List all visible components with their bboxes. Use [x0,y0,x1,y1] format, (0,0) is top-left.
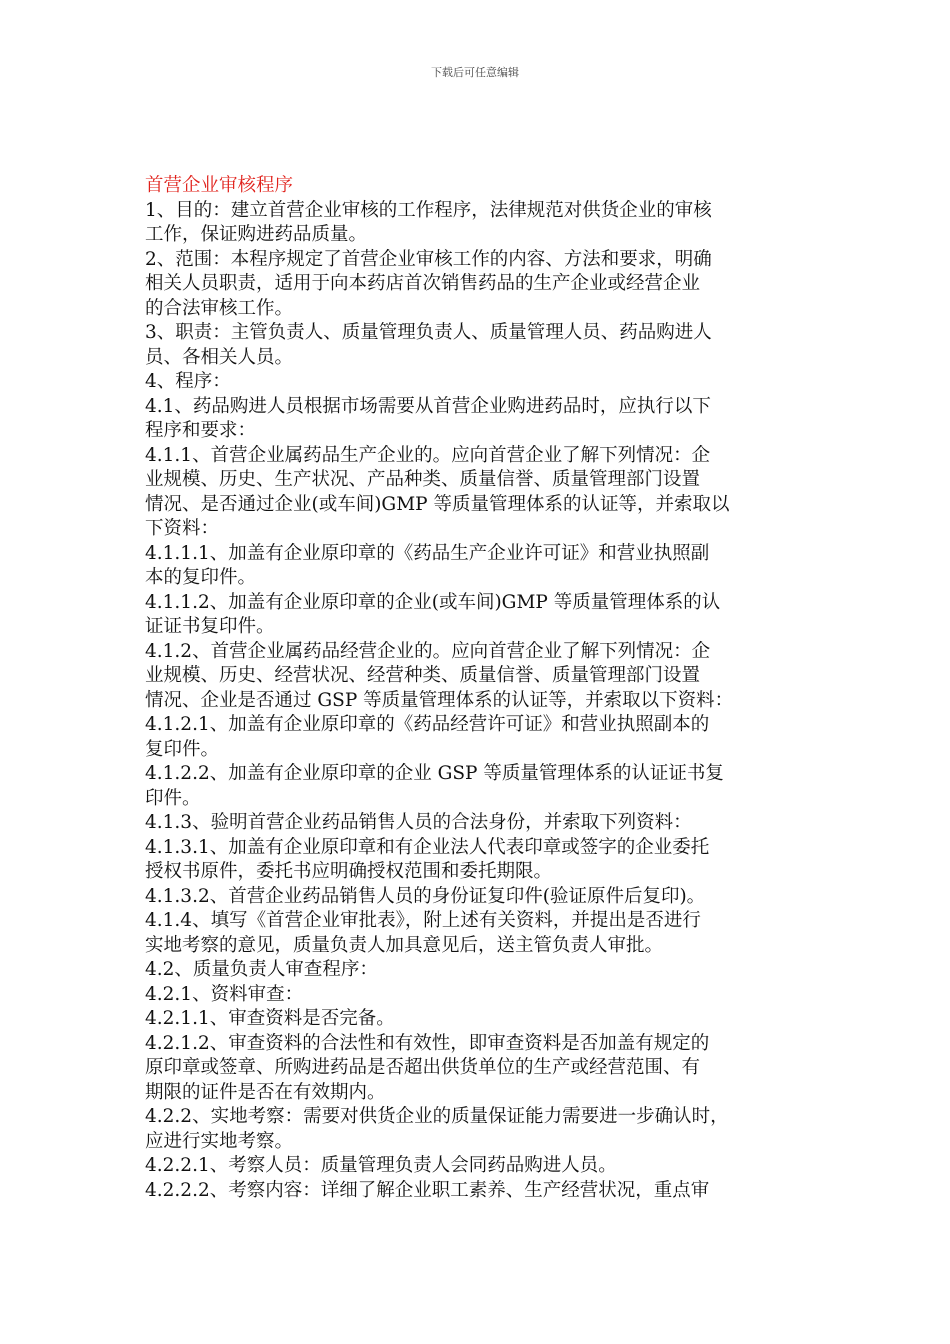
text-line: 期限的证件是否在有效期内。 [145,1081,386,1103]
text-line: 实地考察的意见，质量负责人加具意见后，送主管负责人审批。 [145,934,664,956]
text-line: 程序和要求： [145,420,257,441]
text-line: 业规模、历史、经营状况、经营种类、质量信誉、质量管理部门设置 [145,665,701,686]
text-line: 情况、企业是否通过 GSP 等质量管理体系的认证等，并索取以下资料： [145,689,734,711]
text-line: 4.1.1.2、加盖有企业原印章的企业(或车间)GMP 等质量管理体系的认 [145,591,721,613]
text-line: 4.1.4、填写《首营企业审批表》，附上述有关资料，并提出是否进行 [145,910,701,931]
text-line: 4.2.1.1、审查资料是否完备。 [145,1008,395,1029]
text-line: 4.1.3.1、加盖有企业原印章和有企业法人代表印章或签字的企业委托 [145,836,710,858]
text-line: 1、目的：建立首营企业审核的工作程序，法律规范对供货企业的审核 [145,199,712,221]
text-line: 4.2、质量负责人审查程序： [145,959,378,980]
text-line: 4.1.2、首营企业属药品经营企业的。应向首营企业了解下列情况：企 [145,640,711,662]
text-line: 授权书原件，委托书应明确授权范围和委托期限。 [145,861,553,882]
text-line: 4.2.1、资料审查： [145,983,304,1005]
text-line: 证证书复印件。 [145,616,275,637]
header-note: 下载后可任意编辑 [431,66,519,79]
text-line: 工作，保证购进药品质量。 [145,224,368,245]
text-line: 本的复印件。 [145,567,257,588]
text-line: 4.1、药品购进人员根据市场需要从首营企业购进药品时，应执行以下 [145,395,711,417]
text-line: 业规模、历史、生产状况、产品种类、质量信誉、质量管理部门设置 [145,469,701,490]
text-line: 4.1.3、验明首营企业药品销售人员的合法身份，并索取下列资料： [145,812,692,833]
text-line: 的合法审核工作。 [145,297,294,319]
text-line: 4、程序： [145,371,231,392]
text-line: 3、职责：主管负责人、质量管理负责人、质量管理人员、药品购进人 [145,322,712,343]
text-line: 情况、是否通过企业(或车间)GMP 等质量管理体系的认证等，并索取以 [145,493,730,515]
text-line: 2、范围：本程序规定了首营企业审核工作的内容、方法和要求，明确 [145,248,712,270]
paragraph-lines [145,199,815,1204]
text-line: 4.1.2.2、加盖有企业原印章的企业 GSP 等质量管理体系的认证证书复 [145,763,724,784]
text-line: 4.1.3.2、首营企业药品销售人员的身份证复印件(验证原件后复印)。 [145,885,706,907]
text-line: 员、各相关人员。 [145,346,294,368]
text-line: 4.1.2.1、加盖有企业原印章的《药品经营许可证》和营业执照副本的 [145,714,710,735]
document-title: 首营企业审核程序 [145,175,294,196]
text-line: 4.2.2.2、考察内容：详细了解企业职工素养、生产经营状况，重点审 [145,1179,710,1201]
text-line: 4.2.2.1、考察人员：质量管理负责人会同药品购进人员。 [145,1155,617,1176]
document-body [145,174,815,1203]
text-line: 4.2.2、实地考察：需要对供货企业的质量保证能力需要进一步确认时， [145,1106,729,1127]
text-line: 印件。 [145,787,201,809]
text-line: 下资料： [145,518,220,539]
text-line: 复印件。 [145,738,220,760]
text-line: 4.1.1、首营企业属药品生产企业的。应向首营企业了解下列情况：企 [145,444,711,466]
text-line: 应进行实地考察。 [145,1130,294,1152]
text-line: 4.1.1.1、加盖有企业原印章的《药品生产企业许可证》和营业执照副 [145,542,710,564]
text-line: 4.2.1.2、审查资料的合法性和有效性，即审查资料是否加盖有规定的 [145,1032,710,1054]
text-line: 相关人员职责，适用于向本药店首次销售药品的生产企业或经营企业 [145,273,701,294]
text-line: 原印章或签章、所购进药品是否超出供货单位的生产或经营范围、有 [145,1057,701,1078]
